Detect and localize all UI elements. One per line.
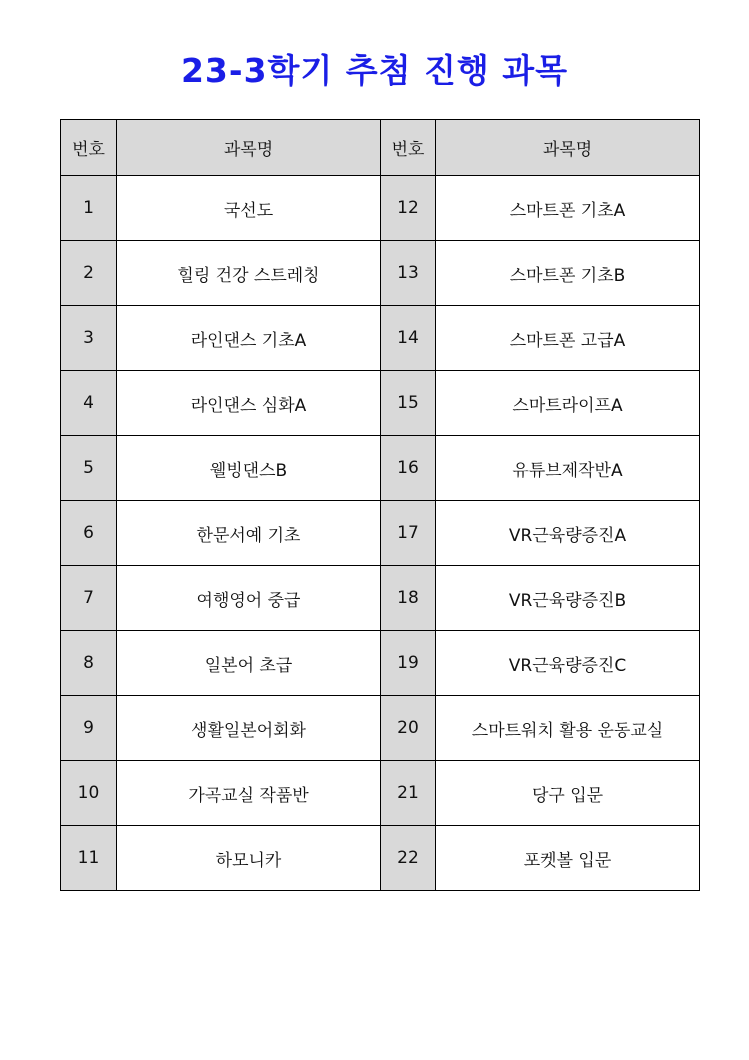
table-row <box>61 176 700 241</box>
header-course-name-right: 과목명 <box>436 120 700 176</box>
course-name: 유튜브제작반A <box>436 436 700 501</box>
course-number: 21 <box>381 761 436 826</box>
header-course-name-left: 과목명 <box>117 120 381 176</box>
course-name: 스마트워치 활용 운동교실 <box>436 696 700 761</box>
course-number: 1 <box>61 176 117 241</box>
course-name: 스마트라이프A <box>436 371 700 436</box>
table-header-row <box>61 120 700 176</box>
header-number-left: 번호 <box>61 120 117 176</box>
course-number: 15 <box>381 371 436 436</box>
course-name: 웰빙댄스B <box>117 436 381 501</box>
course-name: 힐링 건강 스트레칭 <box>117 241 381 306</box>
course-name: 라인댄스 기초A <box>117 306 381 371</box>
course-number: 17 <box>381 501 436 566</box>
header-number-right: 번호 <box>381 120 436 176</box>
course-number: 10 <box>61 761 117 826</box>
course-name: 포켓볼 입문 <box>436 826 700 891</box>
course-name: 여행영어 중급 <box>117 566 381 631</box>
course-number: 3 <box>61 306 117 371</box>
course-number: 9 <box>61 696 117 761</box>
course-name: 한문서예 기초 <box>117 501 381 566</box>
course-name: 일본어 초급 <box>117 631 381 696</box>
course-number: 2 <box>61 241 117 306</box>
table-row <box>61 436 700 501</box>
course-number: 19 <box>381 631 436 696</box>
course-number: 18 <box>381 566 436 631</box>
course-name: 생활일본어회화 <box>117 696 381 761</box>
table-row <box>61 241 700 306</box>
table-row <box>61 371 700 436</box>
course-name: 하모니카 <box>117 826 381 891</box>
course-number: 8 <box>61 631 117 696</box>
course-table <box>60 119 700 891</box>
course-number: 12 <box>381 176 436 241</box>
table-row <box>61 631 700 696</box>
course-name: 라인댄스 심화A <box>117 371 381 436</box>
table-row <box>61 306 700 371</box>
table-row <box>61 501 700 566</box>
course-name: 스마트폰 기초A <box>436 176 700 241</box>
course-number: 16 <box>381 436 436 501</box>
table-row <box>61 566 700 631</box>
table-row <box>61 761 700 826</box>
course-number: 5 <box>61 436 117 501</box>
course-name: 당구 입문 <box>436 761 700 826</box>
course-name: 스마트폰 고급A <box>436 306 700 371</box>
course-number: 7 <box>61 566 117 631</box>
course-name: 국선도 <box>117 176 381 241</box>
course-number: 14 <box>381 306 436 371</box>
course-name: VR근육량증진C <box>436 631 700 696</box>
course-name: VR근육량증진A <box>436 501 700 566</box>
page-title: 23-3학기 추첨 진행 과목 <box>180 51 569 90</box>
course-number: 4 <box>61 371 117 436</box>
course-name: 가곡교실 작품반 <box>117 761 381 826</box>
course-number: 22 <box>381 826 436 891</box>
table-row <box>61 826 700 891</box>
course-number: 20 <box>381 696 436 761</box>
course-name: VR근육량증진B <box>436 566 700 631</box>
table-row <box>61 696 700 761</box>
course-number: 6 <box>61 501 117 566</box>
course-name: 스마트폰 기초B <box>436 241 700 306</box>
course-number: 13 <box>381 241 436 306</box>
course-number: 11 <box>61 826 117 891</box>
